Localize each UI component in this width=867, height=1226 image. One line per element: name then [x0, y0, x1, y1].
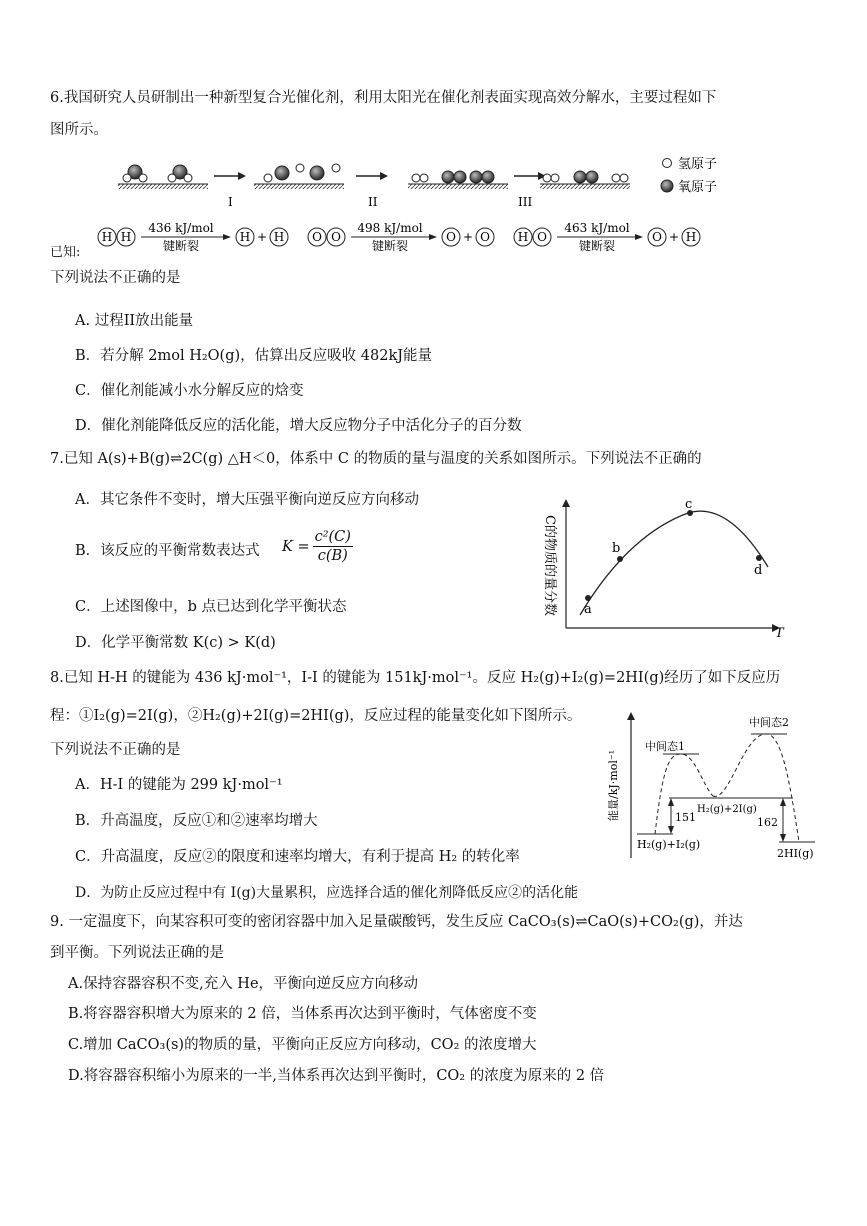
hydrogen-legend-icon: [663, 159, 672, 168]
svg-text:H: H: [120, 230, 132, 244]
bond-oo-note: 键断裂: [371, 239, 409, 253]
bond-hh-note: 键断裂: [162, 239, 200, 253]
svg-text:O: O: [446, 230, 456, 244]
point-d-label: d: [754, 563, 763, 578]
point-c-label: c: [685, 497, 693, 512]
q6-option-c: C．催化剂能减小水分解反应的焓变: [75, 383, 304, 399]
start-level-label: H₂(g)+I₂(g): [637, 838, 701, 851]
point-a: [585, 595, 591, 601]
q8-energy-diagram: [603, 706, 823, 866]
x-axis-label: T: [775, 626, 784, 641]
gap1-value: 151: [675, 811, 696, 824]
q9-option-b: B.将容器容积增大为原来的 2 倍，当体系再次达到平衡时，气体密度不变: [68, 1006, 537, 1022]
point-b: [617, 556, 623, 562]
q8-question: 下列说法不正确的是: [50, 742, 181, 758]
energy-axis-label: 能量/kJ·mol⁻¹: [607, 749, 620, 821]
water-splitting-process-diagram: [110, 150, 750, 212]
point-b-label: b: [612, 541, 621, 556]
barrier-2: [713, 734, 799, 842]
curve: [580, 511, 768, 615]
q6-stem-line1: 6.我国研究人员研制出一种新型复合光催化剂，利用太阳光在催化剂表面实现高效分解水，主要过程如下: [50, 90, 717, 106]
bond-ho-note: 键断裂: [578, 239, 616, 253]
q7-equilibrium-constant-formula: [282, 528, 353, 565]
svg-text:H: H: [685, 230, 697, 244]
q8-stem-line1: 8.已知 H-H 的键能为 436 kJ·mol⁻¹，I-I 的键能为 151kJ·mol⁻¹。反应 H₂(g)+I₂(g)=2HI(g)经历了如下反应历: [50, 670, 781, 686]
svg-text:O: O: [312, 230, 322, 244]
svg-text:O: O: [331, 230, 341, 244]
step-label-2: II: [368, 195, 378, 209]
q7-curve-chart: [528, 495, 798, 645]
svg-text:H: H: [239, 230, 251, 244]
q9-option-d: D.将容器容积缩小为原来的一半,当体系再次达到平衡时，CO₂ 的浓度为原来的 2 倍: [68, 1068, 605, 1084]
formula-numerator: c²(C): [314, 529, 351, 545]
q6-option-a: A. 过程II放出能量: [75, 313, 194, 329]
q9-stem-line2: 到平衡。下列说法正确的是: [50, 945, 224, 961]
point-a-label: a: [584, 602, 592, 617]
formula-denominator: c(B): [317, 548, 348, 564]
q8-option-c: C．升高温度，反应②的限度和速率均增大，有利于提高 H₂ 的转化率: [75, 849, 520, 865]
state1-label: 中间态1: [645, 740, 685, 753]
svg-text:+: +: [668, 230, 680, 244]
point-d: [756, 555, 762, 561]
legend-hydrogen: 氢原子: [678, 157, 718, 172]
svg-text:+: +: [462, 230, 474, 244]
q9-option-a: A.保持容器容积不变,充入 He，平衡向逆反应方向移动: [68, 976, 419, 992]
q9-stem-line1: 9. 一定温度下，向某容积可变的密闭容器中加入足量碳酸钙，发生反应 CaCO₃(s)⇌CaO(s)+CO₂(g)，并达: [50, 914, 743, 930]
svg-text:O: O: [480, 230, 490, 244]
bond-energy-diagram: [95, 218, 715, 260]
mid-level-label: H₂(g)+2I(g): [697, 804, 757, 815]
q8-option-b: B．升高温度，反应①和②速率均增大: [75, 813, 318, 829]
q8-option-a: A．H-I 的键能为 299 kJ·mol⁻¹: [75, 777, 283, 793]
q6-stem-line2: 图所示。: [50, 122, 108, 138]
legend-oxygen: 氧原子: [678, 180, 718, 195]
q9-option-c: C.增加 CaCO₃(s)的物质的量，平衡向正反应方向移动，CO₂ 的浓度增大: [68, 1037, 537, 1053]
q7-stem: 7.已知 A(s)+B(g)⇌2C(g) △H＜0，体系中 C 的物质的量与温度的关系如图所示。下列说法不正确的: [50, 451, 702, 467]
bond-ho-energy: 463 kJ/mol: [564, 221, 630, 235]
q7-option-d: D．化学平衡常数 K(c) > K(d): [75, 635, 276, 651]
end-level-label: 2HI(g): [777, 847, 814, 860]
svg-text:+: +: [256, 230, 268, 244]
q8-stem-line2: 程：①I₂(g)=2I(g)，②H₂(g)+2I(g)=2HI(g)，反应过程的能量变化如下图所示。: [50, 708, 582, 724]
y-axis-label: C的物质的量分数: [542, 515, 557, 616]
q6-option-d: D．催化剂能降低反应的活化能，增大反应物分子中活化分子的百分数: [75, 418, 522, 434]
svg-text:H: H: [101, 230, 113, 244]
q6-known-label: 已知:: [50, 245, 81, 260]
q6-question: 下列说法不正确的是: [50, 270, 181, 286]
q7-option-c: C．上述图像中，b 点已达到化学平衡状态: [75, 599, 347, 615]
state2-label: 中间态2: [749, 716, 789, 729]
bond-hh-energy: 436 kJ/mol: [148, 221, 214, 235]
q7-option-a: A．其它条件不变时，增大压强平衡向逆反应方向移动: [75, 492, 419, 508]
q7-option-b: B．该反应的平衡常数表达式: [75, 543, 260, 559]
step-label-3: III: [518, 195, 533, 209]
svg-text:O: O: [537, 230, 547, 244]
svg-text:O: O: [652, 230, 662, 244]
svg-text:H: H: [517, 230, 529, 244]
formula-lhs: K =: [282, 538, 310, 555]
gap2-value: 162: [757, 816, 778, 829]
step-label-1: I: [228, 195, 233, 209]
svg-text:H: H: [273, 230, 285, 244]
q6-option-b: B．若分解 2mol H₂O(g)，估算出反应吸收 482kJ能量: [75, 348, 433, 364]
oxygen-legend-icon: [661, 180, 673, 192]
q8-option-d: D．为防止反应过程中有 I(g)大量累积，应选择合适的催化剂降低反应②的活化能: [75, 885, 579, 901]
bond-oo-energy: 498 kJ/mol: [357, 221, 423, 235]
